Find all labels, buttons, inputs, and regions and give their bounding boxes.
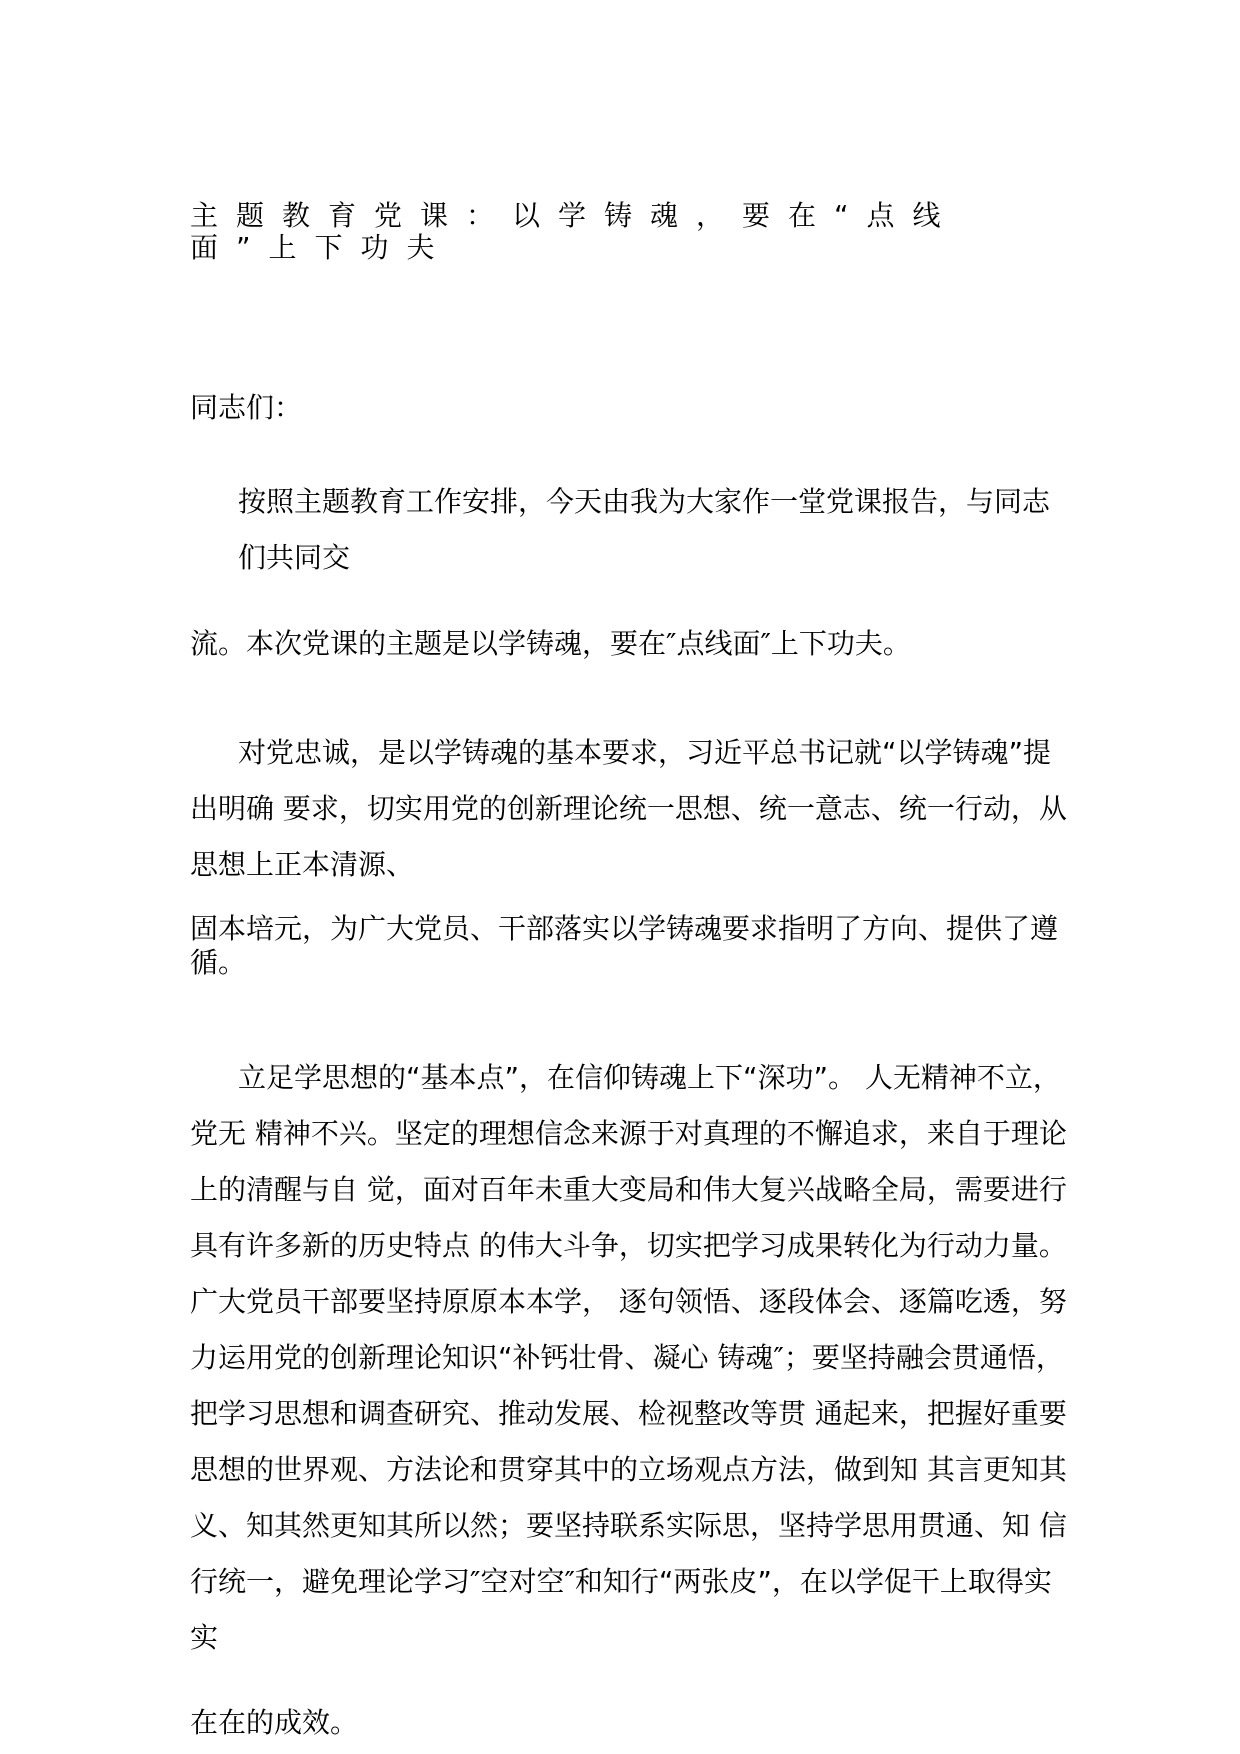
paragraph-2-part-2: 固本培元，为广大党员、干部落实以学铸魂要求指明了方向、提供了遵循。 [190, 912, 1059, 979]
paragraph-3-part-1: 立足学思想的“基本点”，在信仰铸魂上下“深功”。 人无精神不立，党无 精神不兴。坚定的理想信念来源于对真理的不懈追求，来自于理论上的清醒与自 觉，面对百年未重大变局和伟大复兴战略全局，需要进行具有许多新的历史特点 的伟大斗争，切实把学习成果转化为行动力量。广大党员干部要坚持原原本本学， 逐句领悟、逐段体会、逐篇吃透，努力运用党的创新理论知识“补钙壮骨、凝心 铸魂″；要坚持融会贯通悟，把学习思想和调查研究、推动发展、检视整改等贯 通起来，把握好重要思想的世界观、方法论和贯穿其中的立场观点方法，做到知 其言更知其义、知其然更知其所以然；要坚持联系实际思，坚持学思用贯通、知 信行统一，避免理论学习″空对空″和知行“两张皮”，在以学促干上取得实实 [190, 1061, 1067, 1654]
paragraph-1-part-1: 按照主题教育工作安排，今天由我为大家作一堂党课报告，与同志们共同交 [238, 485, 1051, 574]
paragraph-1-part-2: 流。本次党课的主题是以学铸魂，要在″点线面″上下功夫。 [190, 627, 911, 660]
paragraph-2-part-1: 对党忠诚，是以学铸魂的基本要求，习近平总书记就“以学铸魂”提出明确 要求，切实用党的创新理论统一思想、统一意志、统一行动，从思想上正本清源、 [190, 736, 1067, 881]
greeting: 同志们： [190, 391, 303, 424]
document-title: 主题教育党课：以学铸魂，要在“点线面”上下功夫 [190, 199, 959, 264]
paragraph-3-part-2: 在在的成效。 [190, 1706, 359, 1739]
